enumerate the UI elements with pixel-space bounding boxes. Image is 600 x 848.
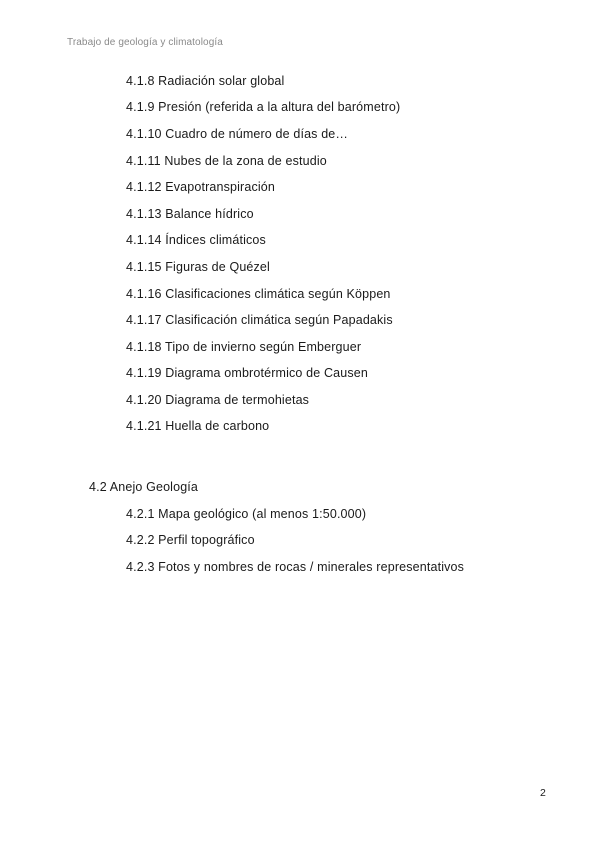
toc-entry: 4.1.11 Nubes de la zona de estudio (126, 154, 327, 168)
toc-entry: 4.1.21 Huella de carbono (126, 419, 270, 433)
toc-entry: 4.1.19 Diagrama ombrotérmico de Causen (126, 366, 368, 380)
toc-entry: 4.1.17 Clasificación climática según Papadakis (126, 313, 393, 327)
running-header: Trabajo de geología y climatología (67, 37, 223, 48)
toc-entry: 4.1.8 Radiación solar global (126, 74, 285, 88)
toc-entry: 4.1.15 Figuras de Quézel (126, 260, 270, 274)
toc-entry: 4.2.2 Perfil topográfico (126, 533, 255, 547)
toc-entry: 4.2.1 Mapa geológico (al menos 1:50.000) (126, 507, 367, 521)
toc-entry: 4.1.20 Diagrama de termohietas (126, 393, 310, 407)
toc-entry: 4.1.10 Cuadro de número de días de… (126, 127, 349, 141)
toc-entry: 4.1.12 Evapotranspiración (126, 180, 275, 194)
toc-entry: 4.1.16 Clasificaciones climática según Köppen (126, 287, 391, 301)
page-number: 2 (540, 787, 546, 799)
toc-entry: 4.1.18 Tipo de invierno según Emberguer (126, 340, 362, 354)
toc-entry: 4.1.9 Presión (referida a la altura del barómetro) (126, 100, 401, 114)
toc-section-heading: 4.2 Anejo Geología (89, 480, 199, 494)
toc-entry: 4.1.14 Índices climáticos (126, 233, 266, 247)
toc-entry: 4.2.3 Fotos y nombres de rocas / minerales representativos (126, 560, 465, 574)
toc-entry: 4.1.13 Balance hídrico (126, 207, 254, 221)
